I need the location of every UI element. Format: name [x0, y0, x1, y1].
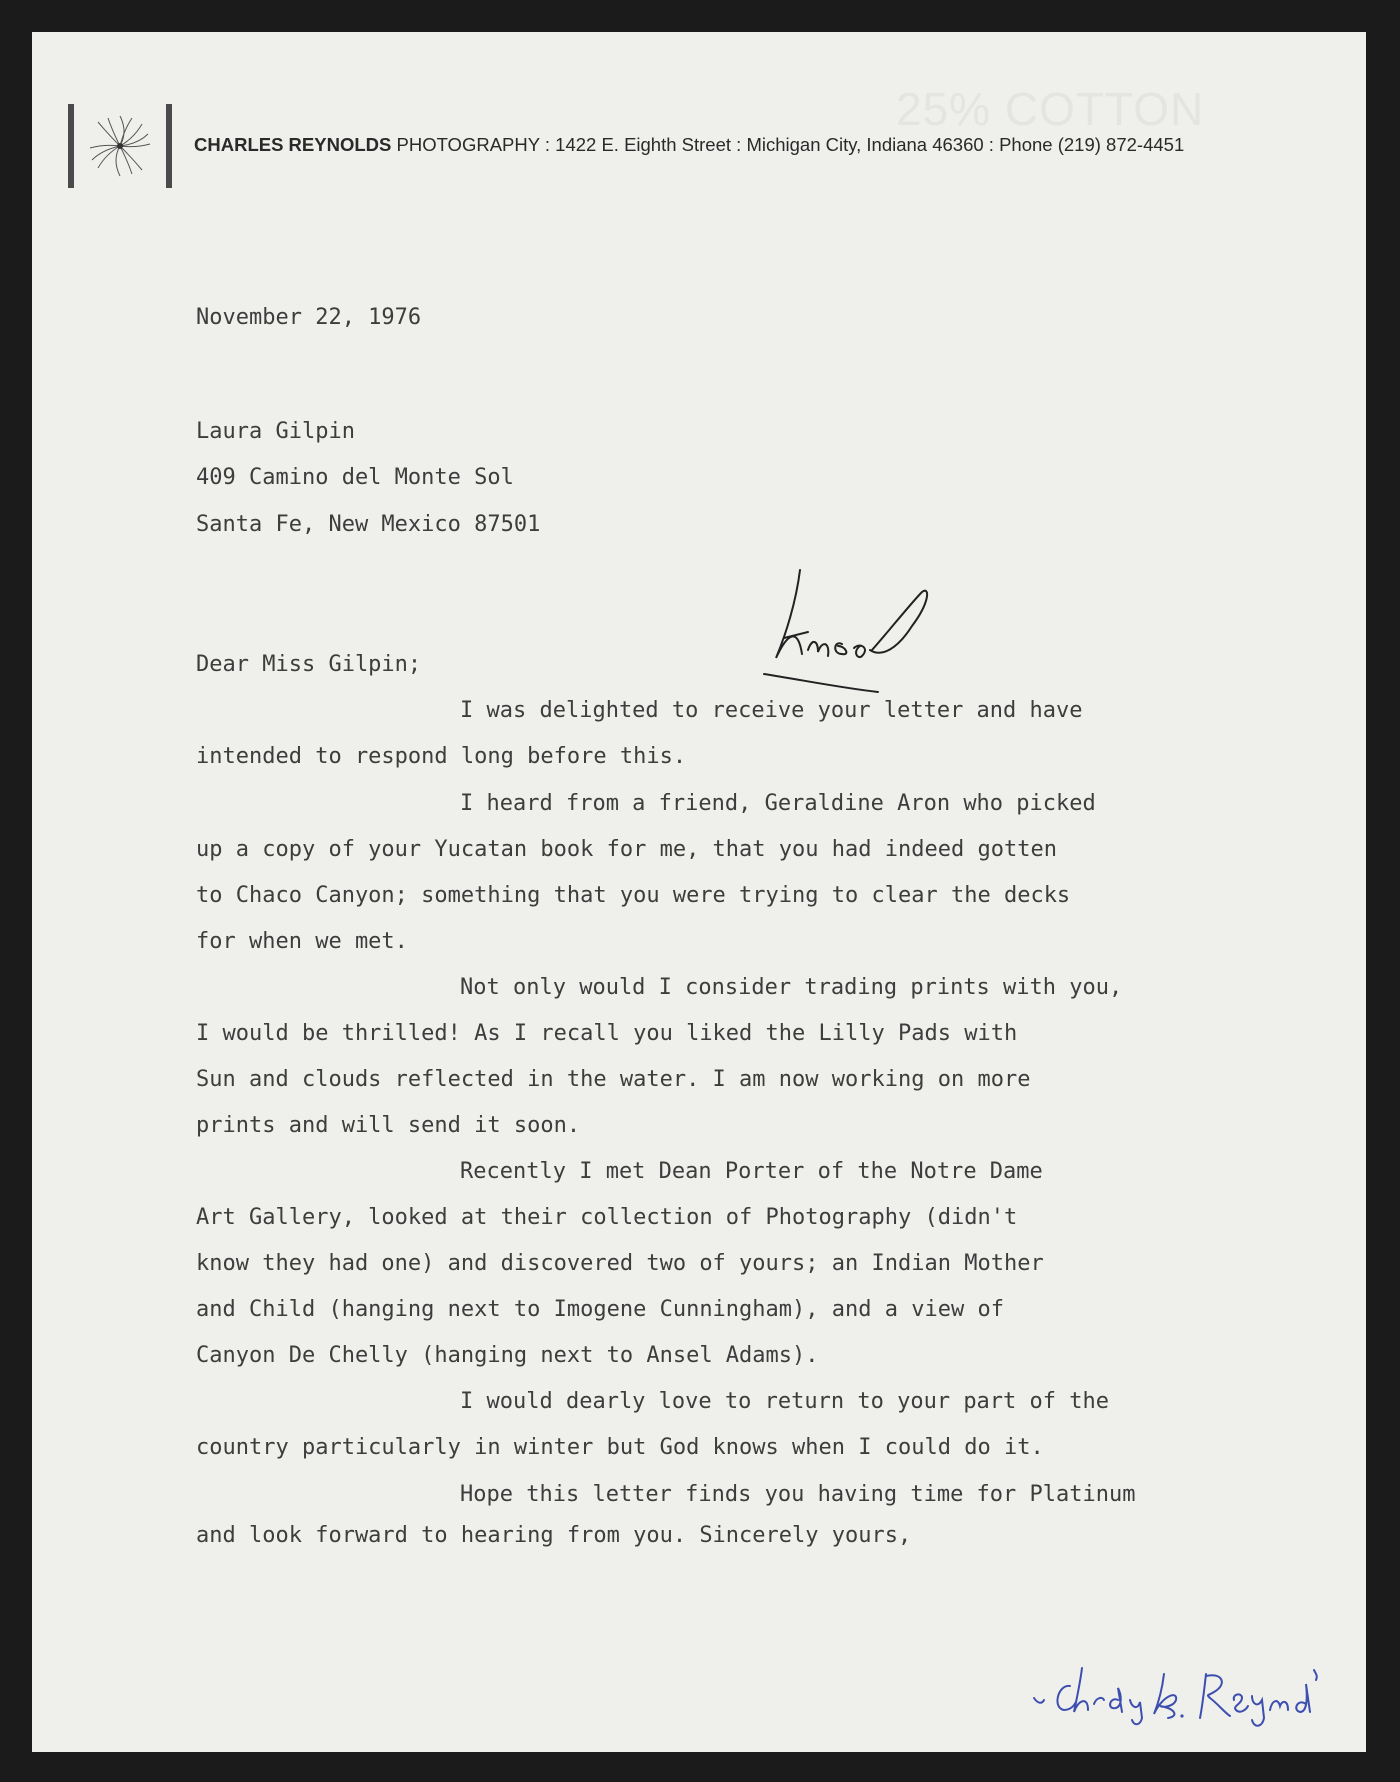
recipient-city: Santa Fe, New Mexico 87501: [196, 512, 541, 537]
sunburst-logo-icon: [68, 104, 172, 188]
body-line: and look forward to hearing from you. Sincerely yours,: [196, 1523, 912, 1548]
body-line: intended to respond long before this.: [196, 744, 687, 769]
paper-watermark: 25% COTTON: [896, 83, 1205, 135]
handwritten-signature: [1030, 1654, 1320, 1734]
body-line: Recently I met Dean Porter of the Notre Dame: [460, 1159, 1043, 1184]
letterhead: [194, 134, 1184, 156]
body-line: country particularly in winter but God knows when I could do it.: [196, 1435, 1044, 1460]
body-line: for when we met.: [196, 929, 408, 954]
letterhead-name: CHARLES REYNOLDS: [194, 134, 392, 155]
letter-date: November 22, 1976: [196, 305, 422, 330]
body-line: to Chaco Canyon; something that you were trying to clear the decks: [196, 883, 1071, 908]
body-line: Sun and clouds reflected in the water. I am now working on more: [196, 1067, 1031, 1092]
body-line: Canyon De Chelly (hanging next to Ansel Adams).: [196, 1343, 819, 1368]
body-line: I was delighted to receive your letter and have: [460, 698, 1083, 723]
body-line: I would dearly love to return to your part of the: [460, 1389, 1110, 1414]
body-line: I heard from a friend, Geraldine Aron who picked: [460, 791, 1096, 816]
letter-page: [32, 32, 1366, 1752]
body-line: Hope this letter finds you having time for Platinum: [460, 1482, 1136, 1507]
body-line: I would be thrilled! As I recall you liked the Lilly Pads with: [196, 1021, 1018, 1046]
body-line: Art Gallery, looked at their collection of Photography (didn't: [196, 1205, 1018, 1230]
handwritten-ansel-annotation: [762, 562, 942, 702]
recipient-street: 409 Camino del Monte Sol: [196, 465, 514, 490]
body-line: and Child (hanging next to Imogene Cunningham), and a view of: [196, 1297, 1004, 1322]
body-line: prints and will send it soon.: [196, 1113, 581, 1138]
body-line: Not only would I consider trading prints with you,: [460, 975, 1123, 1000]
body-line: know they had one) and discovered two of yours; an Indian Mother: [196, 1251, 1044, 1276]
salutation: Dear Miss Gilpin;: [196, 652, 422, 677]
letterhead-address: PHOTOGRAPHY : 1422 E. Eighth Street : Michigan City, Indiana 46360 : Phone (219) 872-4451: [391, 134, 1185, 155]
recipient-name: Laura Gilpin: [196, 419, 355, 444]
body-line: up a copy of your Yucatan book for me, that you had indeed gotten: [196, 837, 1057, 862]
